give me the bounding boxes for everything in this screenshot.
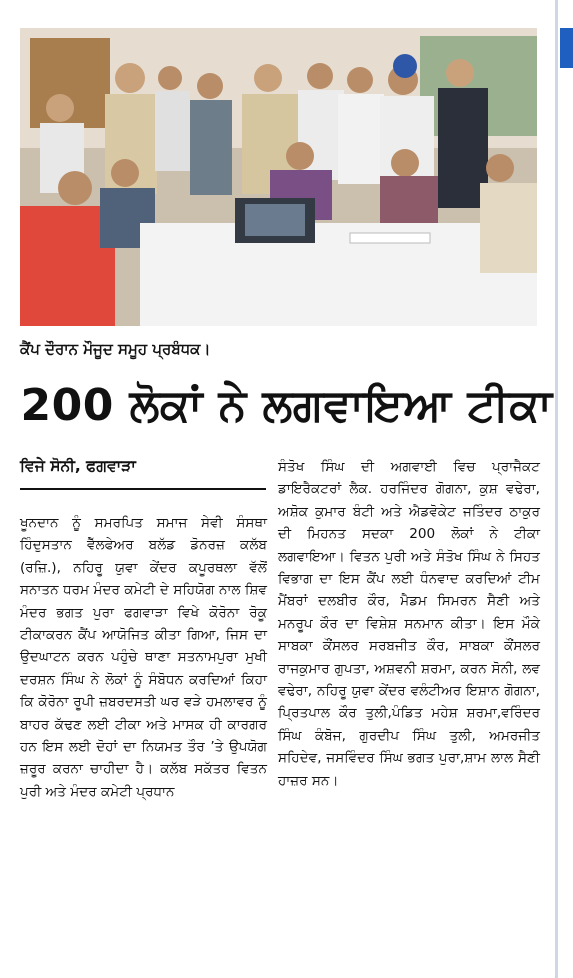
event-photo — [20, 28, 537, 326]
section-tab-marker — [560, 28, 573, 68]
article-column-right: ਸੰਤੋਖ ਸਿੰਘ ਦੀ ਅਗਵਾਈ ਵਿਚ ਪ੍ਰਾਜੈਕਟ ਡਾਇਰੈਕਟਰਾਂ ਲੈਕ. ਹਰਜਿੰਦਰ ਗੋਗਨਾ, ਕੁਸ਼ ਵਢੇਰਾ, ਅਸ਼ੋਕ ਕੁਮਾਰ ਬੰਟੀ ਅਤੇ ਐਡਵੋਕੇਟ ਜਤਿੰਦਰ ਠਾਕੁਰ ਦੀ ਮਿਹਨਤ ਸਦਕਾ 200 ਲੋਕਾਂ ਨੇ ਟੀਕਾ ਲਗਵਾਇਆ। ਵਿਤਨ ਪੁਰੀ ਅਤੇ ਸੰਤੋਖ ਸਿੰਘ ਨੇ ਸਿਹਤ ਵਿਭਾਗ ਦਾ ਇਸ ਕੈਂਪ ਲਈ ਧੰਨਵਾਦ ਕਰਦਿਆਂ ਟੀਮ ਮੈਂਬਰਾਂ ਦਲਬੀਰ ਕੌਰ, ਮੈਡਮ ਸਿਮਰਨ ਸੈਣੀ ਅਤੇ ਮਨਰੂਪ ਕੌਰ ਦਾ ਵਿਸ਼ੇਸ਼ ਸਨਮਾਨ ਕੀਤਾ। ਇਸ ਮੌਕੇ ਸਾਬਕਾ ਕੌਂਸਲਰ ਸਰਬਜੀਤ ਕੌਰ, ਸਾਬਕਾ ਕੌਂਸਲਰ ਰਾਜਕੁਮਾਰ ਗੁਪਤਾ, ਅਸ਼ਵਨੀ ਸ਼ਰਮਾ, ਕਰਨ ਸੋਨੀ, ਲਵ ਵਢੇਰਾ, ਨਹਿਰੂ ਯੁਵਾ ਕੇਂਦਰ ਵਲੰਟੀਅਰ ਇਸ਼ਾਨ ਗੋਗਨਾ, ਪ੍ਰਿਤਪਾਲ ਕੌਰ ਤੁਲੀ,ਪੰਡਿਤ ਮਹੇਸ਼ ਸ਼ਰਮਾ,ਵਰਿੰਦਰ ਸਿੰਘ ਕੰਬੋਜ, ਗੁਰਦੀਪ ਸਿੰਘ ਤੁਲੀ, ਅਮਰਜੀਤ ਸਹਿਦੇਵ, ਜਸਵਿੰਦਰ ਸਿੰਘ ਭਗਤ ਪੁਰਾ,ਸ਼ਾਮ ਲਾਲ ਸੈਣੀ ਹਾਜ਼ਰ ਸਨ। — [278, 459, 540, 789]
byline: ਵਿਜੇ ਸੋਨੀ, ਫਗਵਾੜਾ — [20, 457, 136, 475]
event-photo-illustration — [20, 28, 537, 326]
byline-underline — [20, 488, 266, 490]
headline: 200 ਲੋਕਾਂ ਨੇ ਲਗਵਾਇਆ ਟੀਕਾ — [20, 380, 553, 431]
photo-caption: ਕੈਂਪ ਦੌਰਾਨ ਮੌਜੂਦ ਸਮੂਹ ਪ੍ਰਬੰਧਕ। — [20, 340, 211, 358]
article-column-left: ਖੂਨਦਾਨ ਨੂੰ ਸਮਰਪਿਤ ਸਮਾਜ ਸੇਵੀ ਸੰਸਥਾ ਹਿੰਦੁਸਤਾਨ ਵੈੱਲਫੇਅਰ ਬਲੱਡ ਡੋਨਰਜ਼ ਕਲੱਬ (ਰਜ਼ਿ.), ਨਹਿਰੂ ਯੁਵਾ ਕੇਂਦਰ ਕਪੂਰਥਲਾ ਵੱਲੋਂ ਸਨਾਤਨ ਧਰਮ ਮੰਦਰ ਕਮੇਟੀ ਦੇ ਸਹਿਯੋਗ ਨਾਲ ਸ਼ਿਵ ਮੰਦਰ ਭਗਤ ਪੁਰਾ ਫਗਵਾੜਾ ਵਿਖੇ ਕੋਰੋਨਾ ਰੋਕੂ ਟੀਕਾਕਰਨ ਕੈਂਪ ਆਯੋਜਿਤ ਕੀਤਾ ਗਿਆ, ਜਿਸ ਦਾ ਉਦਘਾਟਨ ਕਰਨ ਪਹੁੰਚੇ ਥਾਣਾ ਸਤਨਾਮਪੁਰਾ ਮੁਖੀ ਦਰਸ਼ਨ ਸਿੰਘ ਨੇ ਲੋਕਾਂ ਨੂੰ ਸੰਬੋਧਨ ਕਰਦਿਆਂ ਕਿਹਾ ਕਿ ਕੋਰੋਨਾ ਰੂਪੀ ਜ਼ਬਰਦਸਤੀ ਘਰ ਵੜੇ ਹਮਲਾਵਰ ਨੂੰ ਬਾਹਰ ਕੱਢਣ ਲਈ ਟੀਕਾ ਅਤੇ ਮਾਸਕ ਹੀ ਕਾਰਗਰ ਹਨ ਇਸ ਲਈ ਦੋਹਾਂ ਦਾ ਨਿਯਮਤ ਤੌਰ ’ਤੇ ਉਪਯੋਗ ਜ਼ਰੂਰ ਕਰਨਾ ਚਾਹੀਦਾ ਹੈ। ਕਲੱਬ ਸਕੱਤਰ ਵਿਤਨ ਪੁਰੀ ਅਤੇ ਮੰਦਰ ਕਮੇਟੀ ਪ੍ਰਧਾਨ — [20, 515, 267, 800]
page-edge-rule — [555, 0, 558, 978]
